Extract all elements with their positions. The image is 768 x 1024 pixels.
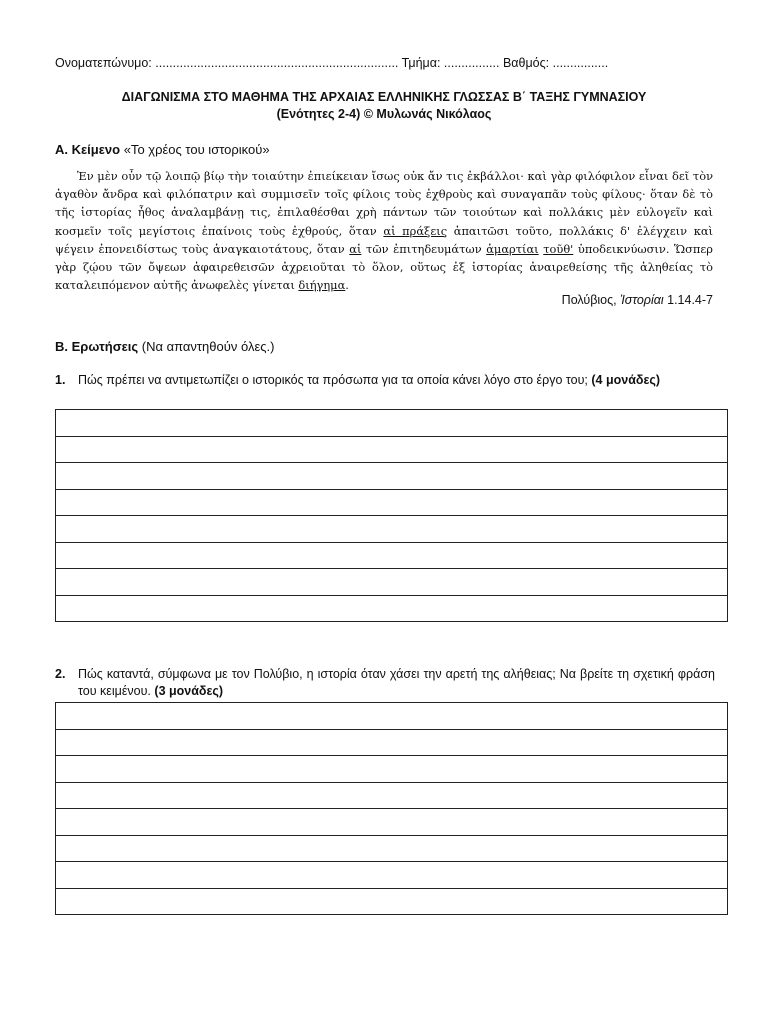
question-2 [55, 666, 715, 700]
question-points: (4 μονάδες) [591, 373, 661, 387]
answer-line[interactable] [56, 596, 727, 623]
answer-line[interactable] [56, 756, 727, 783]
exam-title: ΔΙΑΓΩΝΙΣΜΑ ΣΤΟ ΜΑΘΗΜΑ ΤΗΣ ΑΡΧΑΙΑΣ ΕΛΛΗΝΙΚΗΣ ΓΛΩΣΣΑΣ Β΄ ΤΑΞΗΣ ΓΥΜΝΑΣΙΟΥ [121, 90, 647, 104]
question-text: Πώς καταντά, σύμφωνα με τον Πολύβιο, η ιστορία όταν χάσει την αρετή της αλήθειας; Να βρείτε τη σχετική φράση του κειμένου. [78, 667, 715, 698]
answer-line[interactable] [56, 463, 727, 490]
answer-line[interactable] [56, 889, 727, 916]
underlined-term: τοῦθ' [543, 241, 574, 256]
answer-line[interactable] [56, 543, 727, 570]
question-1 [55, 372, 715, 389]
section-b-label: Β. Ερωτήσεις [55, 339, 139, 354]
question-points: (3 μονάδες) [154, 684, 224, 698]
underlined-term: ἁμαρτίαι [486, 241, 539, 256]
passage-source: Πολύβιος, Ἱστορίαι 1.14.4-7 [561, 293, 713, 307]
question-number: 1. [55, 373, 66, 387]
answer-box-1[interactable] [55, 409, 728, 622]
grade-field[interactable]: ................ [552, 56, 609, 70]
question-number: 2. [55, 667, 66, 681]
section-b-subtitle: (Να απαντηθούν όλες.) [141, 339, 275, 354]
answer-line[interactable] [56, 490, 727, 517]
underlined-term: αἱ [349, 241, 362, 256]
question-text: Πώς πρέπει να αντιμετωπίζει ο ιστορικός τα πρόσωπα για τα οποία κάνει λόγο στο έργο του; [78, 373, 588, 387]
student-info-line [55, 56, 715, 70]
answer-line[interactable] [56, 410, 727, 437]
class-label: Τμήμα: [401, 56, 441, 70]
class-field[interactable]: ................ [443, 56, 500, 70]
section-b-heading [55, 339, 274, 354]
answer-line[interactable] [56, 783, 727, 810]
underlined-term: αἱ πράξεις [383, 223, 448, 238]
name-label: Ονοματεπώνυμο: [55, 56, 152, 70]
answer-line[interactable] [56, 703, 727, 730]
section-a-label: Α. Κείμενο [55, 142, 121, 157]
grade-label: Βαθμός: [502, 56, 550, 70]
answer-box-2[interactable] [55, 702, 728, 915]
answer-line[interactable] [56, 730, 727, 757]
exam-subtitle: (Ενότητες 2-4) © Μυλωνάς Νικόλαος [276, 107, 492, 121]
answer-line[interactable] [56, 516, 727, 543]
name-field[interactable]: ...................................................................... [155, 56, 399, 70]
section-a-subtitle: «Το χρέος του ιστορικού» [123, 142, 270, 157]
underlined-term: διήγημα [298, 278, 346, 293]
ancient-text-passage: Ἐν μὲν οὖν τῷ λοιπῷ βίῳ τὴν τοιαύτην ἐπιείκειαν ἴσως οὐκ ἄν τις ἐκβάλλοι· καὶ γὰρ φιλόφιλον εἶναι δεῖ τὸν ἀγαθὸν ἄνδρα καὶ φιλόπατριν καὶ συμμισεῖν τοῖς φίλοις τοὺς ἐχθροὺς καὶ συναγαπᾶν τοὺς φίλους· ὅταν δὲ τὸ τῆς ἱστορίας ἦθος ἀναλαμβάνῃ τις, ἐπιλαθέσθαι χρὴ πάντων τῶν τοιούτων καὶ πολλάκις μὲν εὐλογεῖν καὶ κοσμεῖν τοῖς μεγίστοις ἐπαίνοις τοὺς ἐχθρούς, ὅταν αἱ πράξεις ἀπαιτῶσι τοῦτο, πολλάκις δ' ἐλέγχειν καὶ ψέγειν ἐπονειδίστως τοὺς ἀναγκαιοτάτους, ὅταν αἱ τῶν ἐπιτηδευμάτων ἁμαρτίαι τοῦθ' ὑποδεικνύωσιν. Ὥσπερ γὰρ ζῴου τῶν ὄψεων ἀφαιρεθεισῶν ἀχρειοῦται τὸ ὅλον, οὕτως ἐξ ἱστορίας ἀναιρεθείσης τῆς ἀληθείας τὸ καταλειπόμενον αὐτῆς ἀνωφελὲς γίνεται διήγημα. [55, 169, 713, 293]
answer-line[interactable] [56, 809, 727, 836]
answer-line[interactable] [56, 569, 727, 596]
section-a-heading [55, 142, 270, 157]
answer-line[interactable] [56, 836, 727, 863]
answer-line[interactable] [56, 437, 727, 464]
answer-line[interactable] [56, 862, 727, 889]
